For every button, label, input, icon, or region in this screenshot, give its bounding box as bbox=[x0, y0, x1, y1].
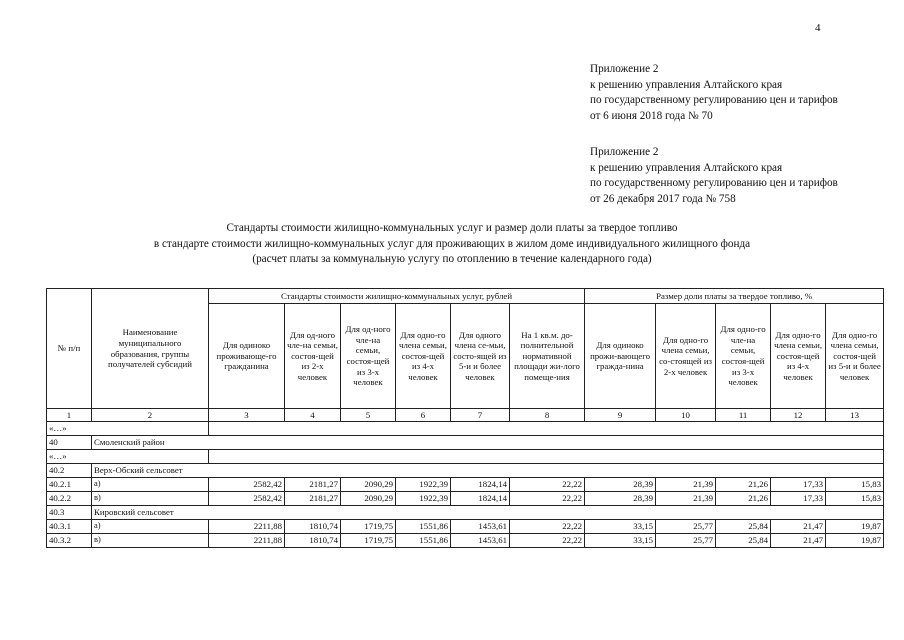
page-number: 4 bbox=[815, 22, 821, 34]
section-row bbox=[47, 464, 884, 478]
value-cell: 1810,74 bbox=[285, 520, 341, 534]
value-cell: 22,22 bbox=[510, 520, 585, 534]
column-number: 12 bbox=[771, 409, 826, 422]
value-cell: 25,77 bbox=[656, 534, 716, 548]
row-code: 40.2.1 bbox=[47, 478, 92, 492]
appendix-line: к решению управления Алтайского края bbox=[590, 78, 783, 91]
header-fuel-share-group: Размер доли платы за твердое топливо, % bbox=[585, 289, 884, 304]
value-cell: 1719,75 bbox=[341, 520, 396, 534]
ellipsis-row bbox=[47, 422, 884, 436]
value-cell: 1551,86 bbox=[396, 520, 451, 534]
appendix-line: от 6 июня 2018 года № 70 bbox=[590, 109, 713, 122]
header-subcolumn: Для одно-го члена семьи, состоя-щей из 4-х человек bbox=[771, 304, 826, 409]
column-number: 4 bbox=[285, 409, 341, 422]
value-cell: 1922,39 bbox=[396, 478, 451, 492]
value-cell: 2090,29 bbox=[341, 478, 396, 492]
value-cell: 28,39 bbox=[585, 492, 656, 506]
value-cell: 21,47 bbox=[771, 520, 826, 534]
column-number: 1 bbox=[47, 409, 92, 422]
value-cell: 33,15 bbox=[585, 520, 656, 534]
value-cell: 1824,14 bbox=[451, 478, 510, 492]
value-cell: 28,39 bbox=[585, 478, 656, 492]
header-subcolumn: Для од-ного чле-на семьи, состоя-щей из 3-х человек bbox=[341, 304, 396, 409]
section-name: Кировский сельсовет bbox=[92, 506, 884, 520]
header-subcolumn: Для одиноко проживающе-го гражданина bbox=[209, 304, 285, 409]
value-cell: 25,84 bbox=[716, 534, 771, 548]
value-cell: 1824,14 bbox=[451, 492, 510, 506]
value-cell: 21,26 bbox=[716, 478, 771, 492]
value-cell: 1719,75 bbox=[341, 534, 396, 548]
recipient-group-label: в) bbox=[92, 534, 209, 548]
value-cell: 15,83 bbox=[826, 492, 884, 506]
table-row bbox=[47, 492, 884, 506]
value-cell: 17,33 bbox=[771, 478, 826, 492]
row-code: 40.3 bbox=[47, 506, 92, 520]
value-cell: 1453,61 bbox=[451, 534, 510, 548]
recipient-group-label: а) bbox=[92, 520, 209, 534]
recipient-group-label: а) bbox=[92, 478, 209, 492]
column-number: 2 bbox=[92, 409, 209, 422]
header-subcolumn: Для одно-го члена семьи, со-стоящей из 2-х человек bbox=[656, 304, 716, 409]
value-cell: 1922,39 bbox=[396, 492, 451, 506]
header-subcolumn: Для одного члена се-мьи, состо-ящей из 5-и и более человек bbox=[451, 304, 510, 409]
recipient-group-label: в) bbox=[92, 492, 209, 506]
row-code: 40.3.1 bbox=[47, 520, 92, 534]
column-number: 8 bbox=[510, 409, 585, 422]
header-subcolumn: Для од-ного чле-на семьи, состоя-щей из 2-х человек bbox=[285, 304, 341, 409]
section-name: Смоленский район bbox=[92, 436, 884, 450]
header-municipality: Наименование муниципального образования, группы получателей субсидий bbox=[92, 289, 209, 409]
value-cell: 33,15 bbox=[585, 534, 656, 548]
title-line: в стандарте стоимости жилищно-коммунальных услуг для проживающих в жилом доме индивидуального жилищного фонда bbox=[153, 237, 751, 250]
header-standards-group: Стандарты стоимости жилищно-коммунальных услуг, рублей bbox=[209, 289, 585, 304]
value-cell: 2211,88 bbox=[209, 520, 285, 534]
title-line: Стандарты стоимости жилищно-коммунальных услуг и размер доли платы за твердое топливо bbox=[226, 222, 678, 234]
section-row bbox=[47, 506, 884, 520]
appendix-line: от 26 декабря 2017 года № 758 bbox=[590, 192, 736, 205]
value-cell: 1551,86 bbox=[396, 534, 451, 548]
value-cell: 19,87 bbox=[826, 534, 884, 548]
appendix-line: к решению управления Алтайского края bbox=[590, 161, 783, 174]
standards-table bbox=[46, 288, 884, 548]
header-subcolumn: Для одно-го члена семьи, состоя-щей из 4-х человек bbox=[396, 304, 451, 409]
column-number: 13 bbox=[826, 409, 884, 422]
header-subcolumn: Для одно-го чле-на семьи, состоя-щей из 3-х человек bbox=[716, 304, 771, 409]
value-cell: 25,77 bbox=[656, 520, 716, 534]
ellipsis-mark: «…» bbox=[47, 450, 209, 464]
value-cell: 21,39 bbox=[656, 492, 716, 506]
column-number: 3 bbox=[209, 409, 285, 422]
section-row bbox=[47, 436, 884, 450]
document-title bbox=[0, 221, 904, 268]
row-code: 40.2.2 bbox=[47, 492, 92, 506]
ellipsis-mark: «…» bbox=[47, 422, 209, 436]
column-number: 11 bbox=[716, 409, 771, 422]
value-cell: 22,22 bbox=[510, 534, 585, 548]
header-row-number: № п/п bbox=[47, 289, 92, 409]
column-number: 7 bbox=[451, 409, 510, 422]
header-subcolumn: Для одиноко прожи-вающего гражда-нина bbox=[585, 304, 656, 409]
table-row bbox=[47, 534, 884, 548]
value-cell: 1453,61 bbox=[451, 520, 510, 534]
row-code: 40.3.2 bbox=[47, 534, 92, 548]
value-cell: 2181,27 bbox=[285, 478, 341, 492]
value-cell: 21,47 bbox=[771, 534, 826, 548]
value-cell: 21,39 bbox=[656, 478, 716, 492]
table-row bbox=[47, 478, 884, 492]
header-subcolumn: На 1 кв.м. до-полнительной нормативной площади жи-лого помеще-ния bbox=[510, 304, 585, 409]
table-row bbox=[47, 520, 884, 534]
value-cell: 2090,29 bbox=[341, 492, 396, 506]
column-number: 9 bbox=[585, 409, 656, 422]
appendix-line: по государственному регулированию цен и тарифов bbox=[590, 177, 838, 189]
value-cell: 21,26 bbox=[716, 492, 771, 506]
appendix-line: Приложение 2 bbox=[590, 63, 659, 75]
value-cell: 2582,42 bbox=[209, 492, 285, 506]
value-cell: 15,83 bbox=[826, 478, 884, 492]
value-cell: 25,84 bbox=[716, 520, 771, 534]
column-number: 6 bbox=[396, 409, 451, 422]
value-cell: 22,22 bbox=[510, 492, 585, 506]
appendix-note-previous bbox=[590, 145, 838, 207]
appendix-line: по государственному регулированию цен и тарифов bbox=[590, 94, 838, 106]
row-code: 40.2 bbox=[47, 464, 92, 478]
value-cell: 19,87 bbox=[826, 520, 884, 534]
empty-cell bbox=[209, 450, 884, 464]
appendix-note-current bbox=[590, 62, 838, 124]
header-subcolumn: Для одно-го члена семьи, состоя-щей из 5-и и более человек bbox=[826, 304, 884, 409]
value-cell: 1810,74 bbox=[285, 534, 341, 548]
title-line: (расчет платы за коммунальную услугу по отоплению в течение календарного года) bbox=[252, 253, 652, 265]
section-name: Верх-Обский сельсовет bbox=[92, 464, 884, 478]
value-cell: 2582,42 bbox=[209, 478, 285, 492]
row-code: 40 bbox=[47, 436, 92, 450]
column-number: 10 bbox=[656, 409, 716, 422]
value-cell: 17,33 bbox=[771, 492, 826, 506]
ellipsis-row bbox=[47, 450, 884, 464]
appendix-line: Приложение 2 bbox=[590, 146, 659, 158]
value-cell: 22,22 bbox=[510, 478, 585, 492]
empty-cell bbox=[209, 422, 884, 436]
value-cell: 2211,88 bbox=[209, 534, 285, 548]
value-cell: 2181,27 bbox=[285, 492, 341, 506]
column-number: 5 bbox=[341, 409, 396, 422]
